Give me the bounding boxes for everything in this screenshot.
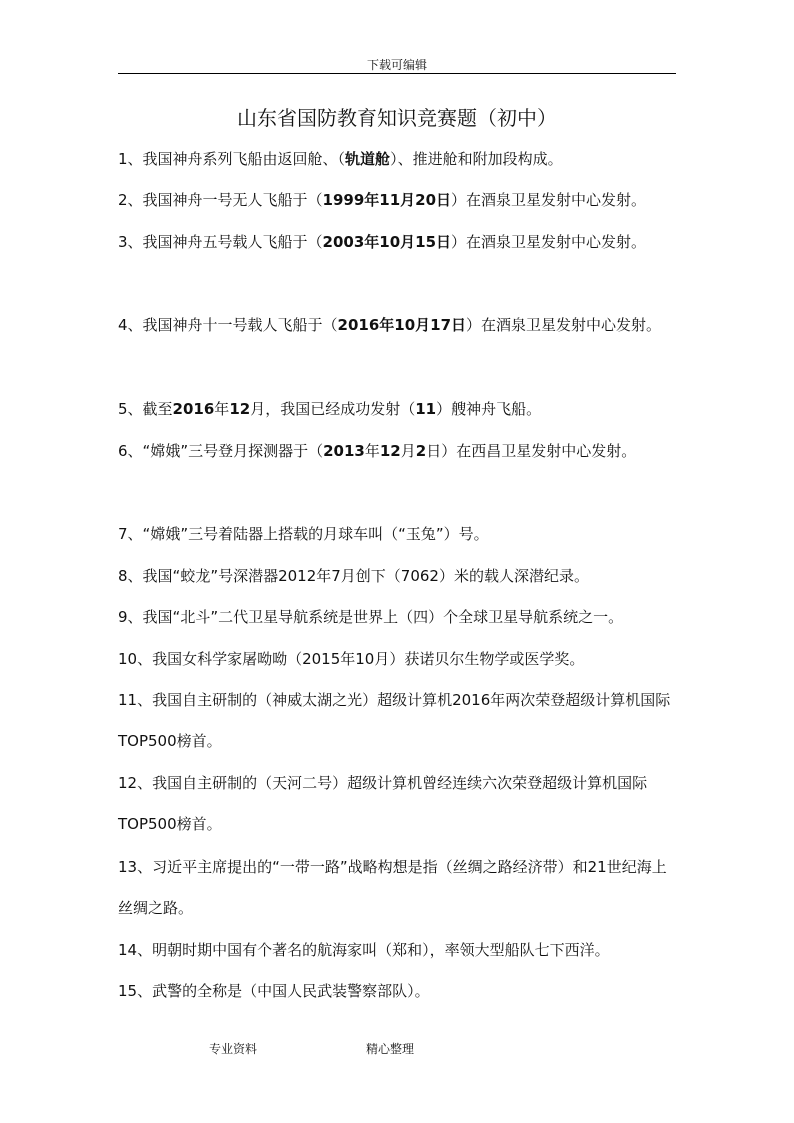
question-7: 7、“嫦娥”三号着陆器上搭载的月球车叫（“玉兔”）号。 [118,525,489,543]
question-12: 12、我国自主研制的（天河二号）超级计算机曾经连续六次荣登超级计算机国际TOP500榜首。 [118,774,648,833]
question-8: 8、我国“蛟龙”号深潜器2012年7月创下（7062）米的载人深潜纪录。 [118,567,589,585]
question-2: 2、我国神舟一号无人飞船于（1999年11月20日）在酒泉卫星发射中心发射。 [118,191,647,209]
header-rule [118,73,676,74]
question-9: 9、我国“北斗”二代卫星导航系统是世界上（四）个全球卫星导航系统之一。 [118,608,624,626]
question-14: 14、明朝时期中国有个著名的航海家叫（郑和），率领大型船队七下西洋。 [118,941,610,959]
question-15: 15、武警的全称是（中国人民武装警察部队）。 [118,982,430,1000]
question-10: 10、我国女科学家屠呦呦（2015年10月）获诺贝尔生物学或医学奖。 [118,650,585,668]
footer-left: 专业资料 [209,1042,258,1056]
question-4: 4、我国神舟十一号载人飞船于（2016年10月17日）在酒泉卫星发射中心发射。 [118,316,662,334]
question-6: 6、“嫦娥”三号登月探测器于（2013年12月2日）在西昌卫星发射中心发射。 [118,442,637,460]
question-1: 1、我国神舟系列飞船由返回舱、（轨道舱）、推进舱和附加段构成。 [118,150,563,168]
page-header: 下载可编辑 [366,58,427,72]
document-title: 山东省国防教育知识竞赛题（初中） [237,106,557,130]
question-11: 11、我国自主研制的（神威太湖之光）超级计算机2016年两次荣登超级计算机国际TOP500榜首。 [118,691,671,750]
question-5: 5、截至2016年12月，我国已经成功发射（11）艘神舟飞船。 [118,400,542,418]
question-13: 13、习近平主席提出的“一带一路”战略构想是指（丝绸之路经济带）和21世纪海上丝绸之路。 [118,858,667,917]
question-3: 3、我国神舟五号载人飞船于（2003年10月15日）在酒泉卫星发射中心发射。 [118,233,647,251]
footer-right: 精心整理 [366,1042,415,1056]
